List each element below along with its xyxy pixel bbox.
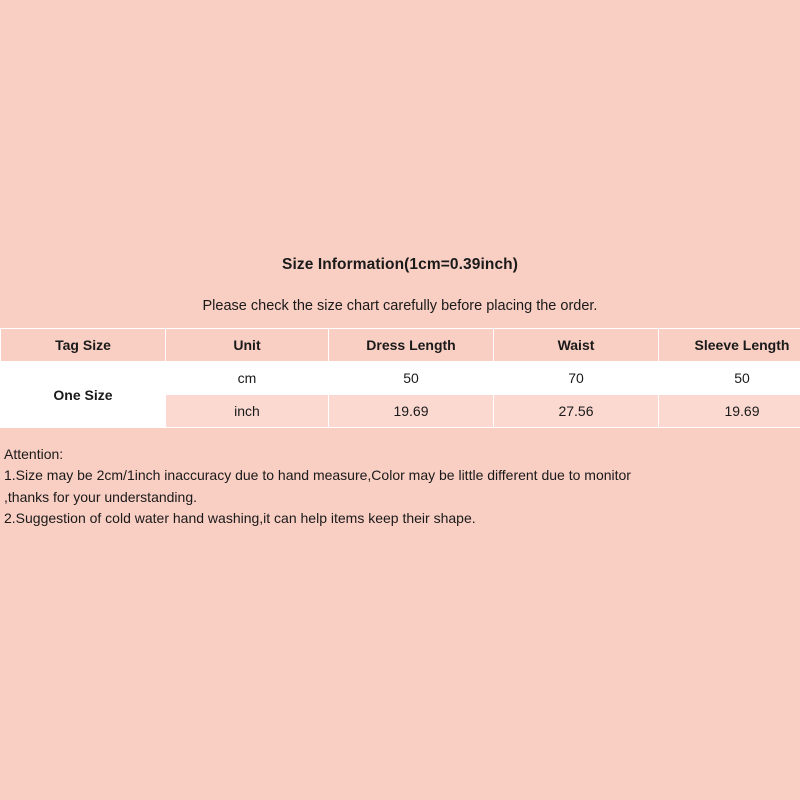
table-header-row xyxy=(1,329,800,362)
size-table xyxy=(0,328,800,428)
column-header-dress-length: Dress Length xyxy=(329,329,494,362)
attention-note xyxy=(0,428,800,539)
table-row xyxy=(1,362,800,395)
attention-line-1: 1.Size may be 2cm/1inch inaccuracy due to hand measure,Color may be little different due to monitor xyxy=(4,467,631,484)
tag-size-value: One Size xyxy=(1,362,166,428)
attention-line-3: 2.Suggestion of cold water hand washing,it can help items keep their shape. xyxy=(4,509,476,526)
unit-inch: inch xyxy=(166,395,329,428)
sleeve-length-cm: 50 xyxy=(659,362,800,395)
waist-cm: 70 xyxy=(494,362,659,395)
chart-subtitle: Please check the size chart carefully before placing the order. xyxy=(202,298,598,314)
size-chart-block xyxy=(0,208,800,539)
column-header-waist: Waist xyxy=(494,329,659,362)
dress-length-inch: 19.69 xyxy=(329,395,494,428)
dress-length-cm: 50 xyxy=(329,362,494,395)
column-header-unit: Unit xyxy=(166,329,329,362)
page-title: Size Information(1cm=0.39inch) xyxy=(282,256,518,273)
chart-header xyxy=(0,208,800,328)
sleeve-length-inch: 19.69 xyxy=(659,395,800,428)
attention-line-2: ,thanks for your understanding. xyxy=(4,488,198,505)
waist-inch: 27.56 xyxy=(494,395,659,428)
unit-cm: cm xyxy=(166,362,329,395)
attention-heading: Attention: xyxy=(4,446,64,462)
column-header-tag-size: Tag Size xyxy=(1,329,166,362)
column-header-sleeve-length: Sleeve Length xyxy=(659,329,800,362)
